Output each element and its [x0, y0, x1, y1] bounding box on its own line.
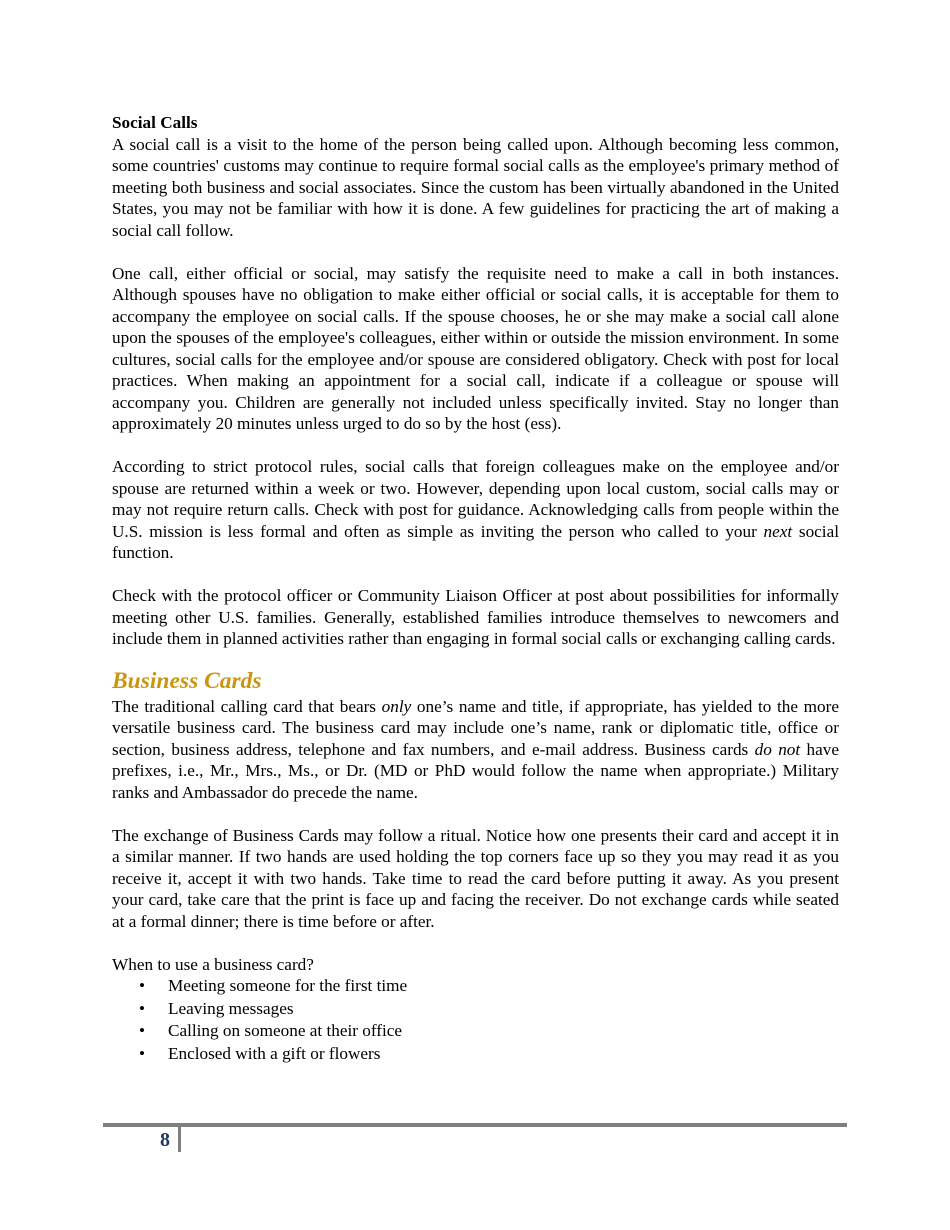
emphasis-do-not: do not — [754, 739, 801, 759]
business-cards-paragraph-1 — [112, 696, 839, 804]
emphasis-only: only — [381, 696, 412, 716]
footer-divider — [103, 1123, 847, 1127]
business-cards-paragraph-2: The exchange of Business Cards may follow a ritual. Notice how one presents their card and accept it in a similar manner. If two hands are used holding the top corners face up so they you may read it as you receive it, accept it with two hands. Take time to read the card before putting it away. As you present your card, take care that the print is face up and facing the receiver. Do not exchange cards while seated at a formal dinner; there is time before or after. — [112, 825, 839, 931]
social-calls-paragraph-3 — [112, 456, 839, 564]
text-run: The traditional calling card that bears — [112, 696, 382, 716]
list-item-text: Calling on someone at their office — [168, 1021, 403, 1040]
page-number: 8 — [160, 1129, 170, 1151]
page-number-divider — [178, 1126, 181, 1152]
bullet-icon: • — [139, 1021, 146, 1040]
text-run: According to strict protocol rules, social calls that foreign colleagues make on the employee and/or spouse are returned within a week or two. However, depending upon local custom, social calls may or may not require return calls. Check with post for guidance. Acknowledging calls from people within the U.S. mission is less formal and often as simple as inviting the person who called to your — [112, 457, 839, 541]
bullet-icon: • — [139, 976, 146, 995]
social-calls-heading: Social Calls — [112, 113, 198, 132]
business-cards-title: Business Cards — [112, 667, 262, 694]
list-item-text: Leaving messages — [168, 998, 294, 1018]
text-run: one’s name and title, if appropriate, has yielded to the more versatile business card. The business card may include one’s name, rank or diplomatic title, office or section, business address, telephone and fax numbers, and e-mail address. Business cards — [112, 696, 839, 759]
text-run: social function. — [112, 521, 839, 562]
list-item — [112, 998, 839, 1021]
business-card-uses-list — [112, 975, 839, 1065]
bullet-icon: • — [139, 998, 146, 1018]
bullet-icon: • — [139, 1043, 146, 1063]
page-content — [112, 112, 839, 1065]
social-calls-paragraph-1: A social call is a visit to the home of the person being called upon. Although becoming less common, some countries' customs may continue to require formal social calls as the employee's primary method of meeting both business and social associates. Since the custom has been virtually abandoned in the United States, you may not be familiar with how it is done. A few guidelines for practicing the art of making a social call follow. — [112, 134, 839, 240]
text-run: have prefixes, i.e., Mr., Mrs., Ms., or Dr. (MD or PhD would follow the name when appropriate.) Military ranks and Ambassador do precede the name. — [112, 739, 839, 802]
business-card-list-intro: When to use a business card? — [112, 954, 314, 974]
list-item — [112, 1020, 839, 1043]
social-calls-paragraph-4: Check with the protocol officer or Community Liaison Officer at post about possibilities for informally meeting other U.S. families. Generally, established families introduce themselves to newcomers and include them in planned activities rather than engaging in formal social calls or exchanging calling cards. — [112, 586, 839, 648]
list-item-text: Meeting someone for the first time — [168, 976, 408, 995]
emphasis-next: next — [763, 521, 793, 541]
list-item-text: Enclosed with a gift or flowers — [168, 1043, 381, 1063]
social-calls-paragraph-2: One call, either official or social, may satisfy the requisite need to make a call in both instances. Although spouses have no obligation to make either official or social calls, it is acceptable for them to accompany the employee on social calls. If the spouse chooses, he or she may make a social call alone upon the spouses of the employee's colleagues, either within or outside the mission environment. In some cultures, social calls for the employee and/or spouse are considered obligatory. Check with post for local practices. When making an appointment for a social call, indicate if a colleague or spouse will accompany you. Children are generally not included unless specifically invited. Stay no longer than approximately 20 minutes unless urged to do so by the host (ess). — [112, 263, 839, 433]
list-item — [112, 975, 839, 998]
list-item — [112, 1043, 839, 1066]
